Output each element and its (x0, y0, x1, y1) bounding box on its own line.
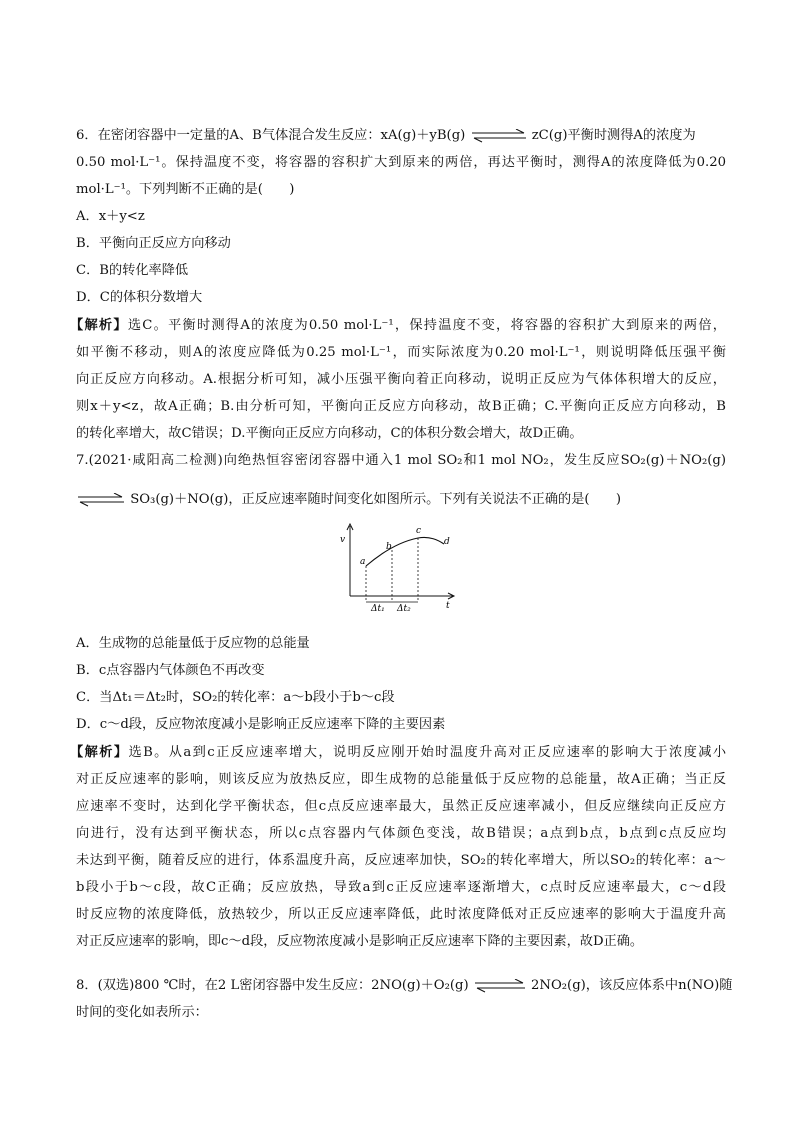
q6-analysis-line-2: 如平衡不移动，则A的浓度应降低为0.25 mol·L⁻¹，而实际浓度为0.20 mol·L⁻¹，则说明降低压强平衡 (76, 345, 726, 360)
q8-stem-part-2: 2NO₂(g)，该反应体系中n(NO)随 (531, 978, 733, 993)
rate-curve (366, 537, 444, 566)
q6-option-d: D．C的体积分数增大 (76, 290, 203, 305)
equilibrium-arrow-icon (76, 493, 126, 507)
q6-analysis-line-5: 的转化率增大，故C错误；D.平衡向正反应方向移动，C的体积分数会增大，故D正确。 (76, 426, 583, 441)
y-axis-label: v (340, 535, 346, 545)
interval-label-2: Δt₂ (397, 604, 411, 612)
q6-stem-line-1 (76, 126, 726, 146)
equilibrium-arrow-icon (473, 979, 527, 993)
q6-stem-line-2: 0.50 mol·L⁻¹。保持温度不变，将容器的容积扩大到原来的两倍，再达平衡时，测得A的浓度降低为0.20 (76, 155, 726, 170)
q6-analysis-text-1: 选C。平衡时测得A的浓度为0.50 mol·L⁻¹，保持温度不变，将容器的容积扩大到原来的两倍， (127, 318, 726, 333)
q7-analysis-line-7: 时反应物的浓度降低，放热较少，所以正反应速率降低，此时浓度降低对正反应速率的影响大于温度升高 (76, 907, 726, 922)
q6-option-a: A．x＋y<z (76, 209, 145, 224)
x-axis-label: t (446, 601, 450, 611)
q6-analysis-line-1 (70, 316, 726, 336)
q6-analysis-tag: 【解析】 (70, 318, 128, 333)
q8-stem-part-1: 8．(双选)800 ℃时，在2 L密闭容器中发生反应：2NO(g)＋O₂(g) (76, 978, 469, 993)
q6-stem-line-3: mol·L⁻¹。下列判断不正确的是( ) (76, 182, 295, 197)
q7-stem-part-2: SO₃(g)＋NO(g)，正反应速率随时间变化如图所示。下列有关说法不正确的是( ) (130, 492, 622, 507)
q7-analysis-line-1 (70, 743, 726, 763)
q7-option-d: D．c～d段，反应物浓度减小是影响正反应速率下降的主要因素 (76, 717, 446, 732)
q6-option-b: B．平衡向正反应方向移动 (76, 236, 231, 251)
q7-option-c: C．当Δt₁＝Δt₂时，SO₂的转化率：a～b段小于b～c段 (76, 690, 395, 705)
q8-stem-line-1 (76, 976, 733, 996)
rate-time-graph (338, 520, 460, 612)
q7-option-b: B．c点容器内气体颜色不再改变 (76, 663, 265, 678)
point-label-d: d (444, 537, 450, 547)
q7-analysis-line-2: 对正反应速率的影响，则该反应为放热反应，即生成物的总能量低于反应物的总能量，故A正确；当正反 (76, 772, 726, 787)
q6-analysis-line-3: 向正反应方向移动。A.根据分析可知，减小压强平衡向着正向移动，说明正反应为气体体积增大的反应， (76, 372, 726, 387)
q7-analysis-line-6: b段小于b～c段，故C正确；反应放热，导致a到c正反应速率逐渐增大，c点时反应速率最大，c～d段 (76, 880, 726, 895)
q6-stem-part-1: 6．在密闭容器中一定量的A、B气体混合发生反应：xA(g)＋yB(g) (76, 128, 466, 143)
q7-analysis-tag: 【解析】 (70, 745, 129, 760)
q7-analysis-text-1: 选B。从a到c正反应速率增大，说明反应刚开始时温度升高对正反应速率的影响大于浓度减小 (128, 745, 727, 760)
q6-stem-part-2: zC(g)平衡时测得A的浓度为 (531, 128, 696, 143)
q8-stem-line-2: 时间的变化如表所示： (76, 1005, 208, 1020)
equilibrium-arrow-icon (470, 129, 528, 143)
q6-analysis-line-4: 则x＋y<z，故A正确；B.由分析可知，平衡向正反应方向移动，故B正确；C.平衡向正反应方向移动，B (76, 399, 726, 414)
q7-analysis-line-8: 对正反应速率的影响，即c～d段，反应物浓度减小是影响正反应速率下降的主要因素，故D正确。 (76, 934, 644, 949)
q7-analysis-line-4: 向进行，没有达到平衡状态，所以c点容器内气体颜色变浅，故B错误；a点到b点，b点到c点反应均 (76, 826, 726, 841)
interval-label-1: Δt₁ (371, 604, 385, 612)
q7-analysis-line-5: 未达到平衡，随着反应的进行，体系温度升高，反应速率加快，SO₂的转化率增大，所以SO₂的转化率：a～ (76, 853, 726, 868)
q7-stem-line-2 (76, 490, 726, 510)
q7-analysis-line-3: 应速率不变时，达到化学平衡状态，但c点反应速率最大，虽然正反应速率减小，但反应继续向正反应方 (76, 799, 726, 814)
q7-stem-line-1: 7.(2021·咸阳高二检测)向绝热恒容密闭容器中通入1 mol SO₂和1 mol NO₂，发生反应SO₂(g)＋NO₂(g) (76, 453, 726, 468)
point-label-b: b (386, 542, 392, 552)
point-label-a: a (360, 557, 366, 567)
q6-option-c: C．B的转化率降低 (76, 263, 189, 278)
q7-option-a: A．生成物的总能量低于反应物的总能量 (76, 636, 310, 651)
point-label-c: c (416, 526, 422, 536)
